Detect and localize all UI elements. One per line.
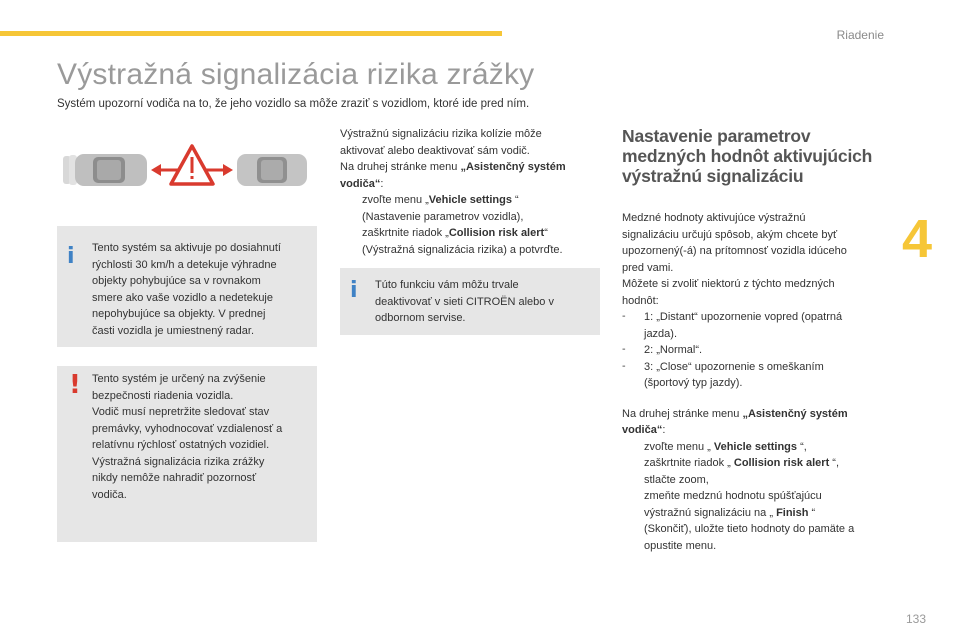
following-car-image xyxy=(63,154,147,186)
info-icon: i xyxy=(350,278,358,303)
right-column: Nastavenie parametrov medzných hodnôt aktivujúcich výstražnú signalizáciu Medzné hodnoty aktivujúce výstražnú signalizáciu určujú spôsob, akým chcete byť upozornený(-á) na prítomnosť vozidla idúceho pred vami. Môžete si zvoliť niektorú z týchto medzných hodnôt: - 1: „Distant“ upozornenie vopred (opatrná jazda). - 2: „Normal“. - 3: „Close“ upozornenie s omeškaním (športový typ jazdy). Na druhej stránke menu „Asistenčný systém vodiča“: zvoľte menu „ Vehicle settings “, zaškrtnite riadok „ Collision risk alert “, stlačte zoom, zmeňte medznú hodnotu spúšťajúcu výstražnú signalizáciu na „ Finish “ (Skončiť), uložte tieto hodnoty do pamäte a opustite menu. xyxy=(622,126,894,554)
bullet-icon xyxy=(622,455,644,472)
bullet-icon xyxy=(622,488,644,554)
info-box-text: Túto funkciu vám môžu trvale deaktivovať v sieti CITROËN alebo v odbornom servise. xyxy=(375,279,554,324)
list-item: - 1: „Distant“ upozornenie vopred (opatrná jazda). xyxy=(622,311,843,340)
menu-name: „Asistenčný systém vodiča“ xyxy=(340,161,566,190)
list-item: - 3: „Close“ upozornenie s omeškaním (športový typ jazdy). xyxy=(622,360,824,389)
bullet-icon xyxy=(622,439,644,456)
bullet-icon xyxy=(340,225,362,258)
list-item: zvoľte menu „ Vehicle settings “, xyxy=(622,439,894,456)
warning-box-text: Tento systém je určený na zvýšenie bezpečnosti riadenia vozidla. Vodič musí nepretržite sledovať stav premávky, vyhodnocovať vzdialenosť a relatívnu rýchlosť ostatných vozidiel. Výstražná signalizácia rizika zrážky nikdy nemôže nahradiť pozornosť vodiča. xyxy=(92,373,283,501)
warning-triangle-icon xyxy=(171,146,213,184)
list-item: zaškrtnite riadok „ Collision risk alert “, xyxy=(622,455,894,472)
middle-column: Výstražnú signalizáciu rizika kolízie môže aktivovať alebo deaktivovať sám vodič. Na druhej stránke menu „Asistenčný systém vodiča“: zvoľte menu „Vehicle settings “ (Nastavenie parametrov vozidla), zaškrtnite riadok „Collision risk alert“ (Výstražná signalizácia rizika) a potvrďte. xyxy=(340,126,602,258)
top-accent-bar xyxy=(0,31,502,36)
list-item: zaškrtnite riadok „Collision risk alert“ (Výstražná signalizácia rizika) a potvrďte. xyxy=(340,225,602,258)
menu-name: „Asistenčný systém vodiča“ xyxy=(622,407,848,436)
collision-warning-illustration xyxy=(57,140,315,200)
bullet-icon xyxy=(622,472,644,489)
warning-box-safety xyxy=(57,366,317,542)
info-box-deactivate xyxy=(340,268,600,335)
leading-car-image xyxy=(237,154,307,186)
page-number: 133 xyxy=(906,612,927,626)
list-item: - 2: „Normal“. xyxy=(622,344,703,356)
list-item: zmeňte medznú hodnotu spúšťajúcu výstražnú signalizáciu na „ Finish “ (Skončiť), uložte tieto hodnoty do pamäte a opustite menu. xyxy=(622,488,894,554)
list-item: zvoľte menu „Vehicle settings “ (Nastavenie parametrov vozidla), xyxy=(340,192,602,225)
info-box-radar xyxy=(57,226,317,347)
page-subtitle: Systém upozorní vodiča na to, že jeho vozidlo sa môže zraziť s vozidlom, ktoré ide pred ním. xyxy=(57,98,530,110)
info-icon: i xyxy=(67,244,75,269)
bullet-icon xyxy=(340,192,362,225)
list-item: stlačte zoom, xyxy=(622,472,894,489)
chapter-number: 4 xyxy=(902,209,933,269)
page-title: Výstražná signalizácia rizika zrážky xyxy=(57,58,535,91)
section-label: Riadenie xyxy=(836,28,884,42)
section-heading: Nastavenie parametrov medzných hodnôt aktivujúcich výstražnú signalizáciu xyxy=(622,126,873,186)
exclamation-icon: ! xyxy=(69,370,81,400)
info-box-text: Tento systém sa aktivuje po dosiahnutí rýchlosti 30 km/h a detekuje výhradne objekty pohybujúce sa v rovnakom smere ako vaše vozidlo a nedetekuje nepohybujúce sa objekty. V prednej časti vozidla je umiestnený radar. xyxy=(92,242,281,337)
